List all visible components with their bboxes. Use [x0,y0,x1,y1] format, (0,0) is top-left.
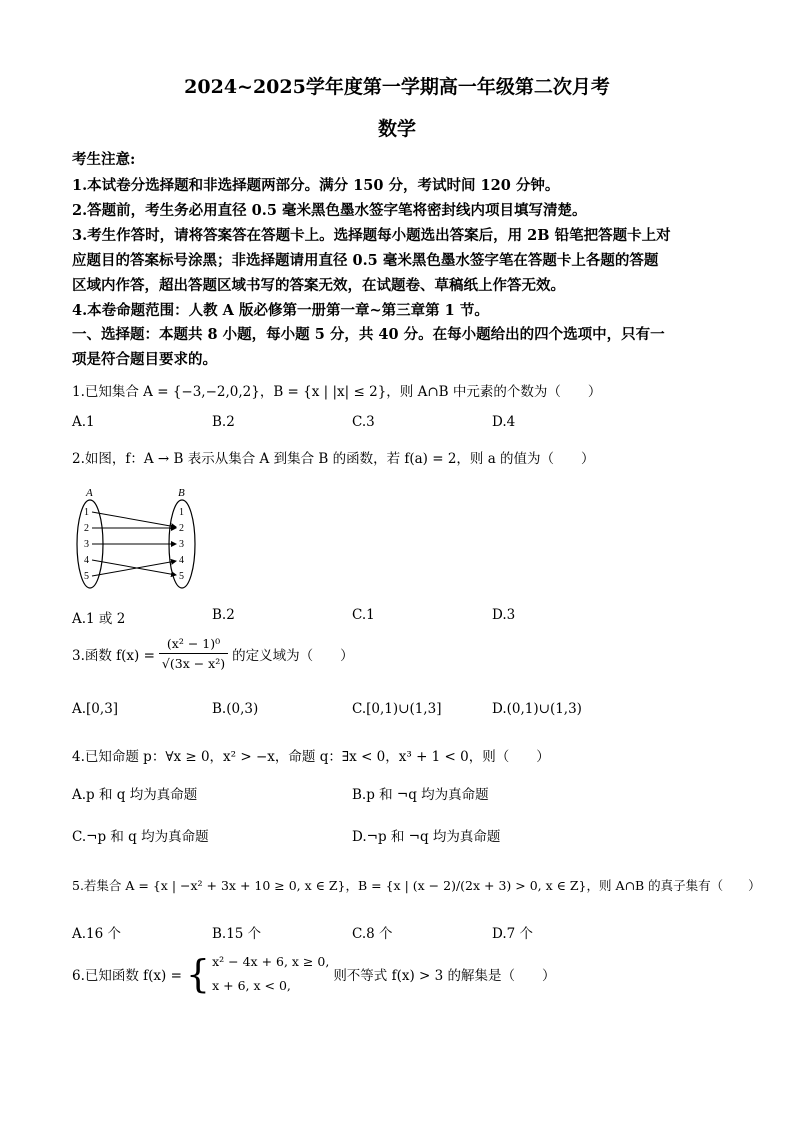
q1-option-a: A.1 [72,414,95,430]
notice-item-3-cont: 应题目的答案标号涂黑；非选择题请用直径 0.5 毫米黑色墨水签字笔在答题卡上各题的答题 [72,252,659,269]
q1-option-d: D.4 [492,414,516,430]
q2-option-c: C.1 [352,607,375,623]
notice-item-3: 3.考生作答时，请将答案答在答题卡上。选择题每小题选出答案后，用 2B 铅笔把答题卡上对 [72,227,671,244]
arrow-5-to-4 [92,561,176,576]
set-a-label: A [86,487,93,499]
notice-item-2: 2.答题前，考生务必用直径 0.5 毫米黑色墨水签字笔将密封线内项目填写清楚。 [72,202,587,219]
q2-option-a: A.1 或 2 [72,611,126,627]
set-b-label: B [178,487,185,499]
mapping-diagram [72,484,202,592]
q4-option-d: D.¬p 和 ¬q 均为真命题 [352,829,501,845]
notice-heading: 考生注意: [72,151,136,168]
q2-option-d: D.3 [492,607,516,623]
b-element-1: 1 [179,507,184,518]
q1-option-c: C.3 [352,414,375,430]
arrow-4-to-5 [92,560,176,575]
q3-denominator: √(3x − x²) [159,653,228,671]
b-element-5: 5 [179,571,184,582]
q3-option-a: A.[0,3] [72,701,119,717]
q3-stem-suffix: 的定义域为（ ） [232,647,354,664]
question-5-stem: 5.若集合 A = {x | −x² + 3x + 10 ≥ 0, x ∈ Z}，B = {x | (x − 2)/(2x + 3) > 0, x ∈ Z}，则 A∩B 的真子集有（ ） [72,878,761,893]
a-element-5: 5 [84,571,89,582]
q4-option-a: A.p 和 q 均为真命题 [72,787,198,803]
section-heading-line2: 项是符合题目要求的。 [72,351,217,368]
q5-option-b: B.15 个 [212,926,262,942]
subject-title: 数学 [377,118,416,140]
q6-stem-suffix: 则不等式 f(x) > 3 的解集是（ ） [333,968,556,984]
notice-item-1: 1.本试卷分选择题和非选择题两部分。满分 150 分，考试时间 120 分钟。 [72,177,560,194]
b-element-2: 2 [179,523,184,534]
q5-option-d: D.7 个 [492,926,534,942]
arrow-1-to-2 [92,512,176,527]
q6-case-2: x + 6, x < 0, [212,978,291,993]
q3-numerator: (x² − 1)⁰ [166,636,221,651]
a-element-4: 4 [84,555,89,566]
question-4-stem: 4.已知命题 p：∀x ≥ 0，x² > −x，命题 q：∃x < 0，x³ + 1 < 0，则（ ） [72,749,550,765]
q6-cases [212,950,329,998]
b-element-3: 3 [179,539,184,550]
q4-option-c: C.¬p 和 q 均为真命题 [72,829,209,845]
notice-item-4: 4.本卷命题范围：人教 A 版必修第一册第一章~第三章第 1 节。 [72,302,489,319]
q5-option-c: C.8 个 [352,926,393,942]
question-2-stem: 2.如图，f：A → B 表示从集合 A 到集合 B 的函数，若 f(a) = 2，则 a 的值为（ ） [72,451,595,467]
q4-option-b: B.p 和 ¬q 均为真命题 [352,787,489,803]
q3-option-b: B.(0,3) [212,701,259,717]
question-1-stem: 1.已知集合 A = {−3,−2,0,2}，B = {x | |x| ≤ 2}，则 A∩B 中元素的个数为（ ） [72,384,602,400]
question-6-stem [72,950,556,998]
q3-option-d: D.(0,1)∪(1,3) [492,701,582,717]
section-heading-line1: 一、选择题：本题共 8 小题，每小题 5 分，共 40 分。在每小题给出的四个选项中，只有一 [72,326,665,343]
q5-option-a: A.16 个 [72,926,122,942]
question-3-stem [72,636,354,671]
a-element-2: 2 [84,523,89,534]
a-element-1: 1 [84,507,89,518]
q6-case-1: x² − 4x + 6, x ≥ 0, [212,954,330,969]
q3-stem-prefix: 3.函数 f(x) = [72,647,155,664]
q6-stem-prefix: 6.已知函数 f(x) = [72,968,182,984]
b-element-4: 4 [179,555,184,566]
a-element-3: 3 [84,539,89,550]
q3-fraction [159,636,228,671]
q1-option-b: B.2 [212,414,235,430]
q6-brace: { [185,952,211,996]
q3-option-c: C.[0,1)∪(1,3] [352,701,442,717]
notice-item-3-cont2: 区域内作答，超出答题区域书写的答案无效，在试题卷、草稿纸上作答无效。 [72,277,565,294]
q2-option-b: B.2 [212,607,235,623]
exam-title: 2024~2025学年度第一学期高一年级第二次月考 [184,76,610,98]
